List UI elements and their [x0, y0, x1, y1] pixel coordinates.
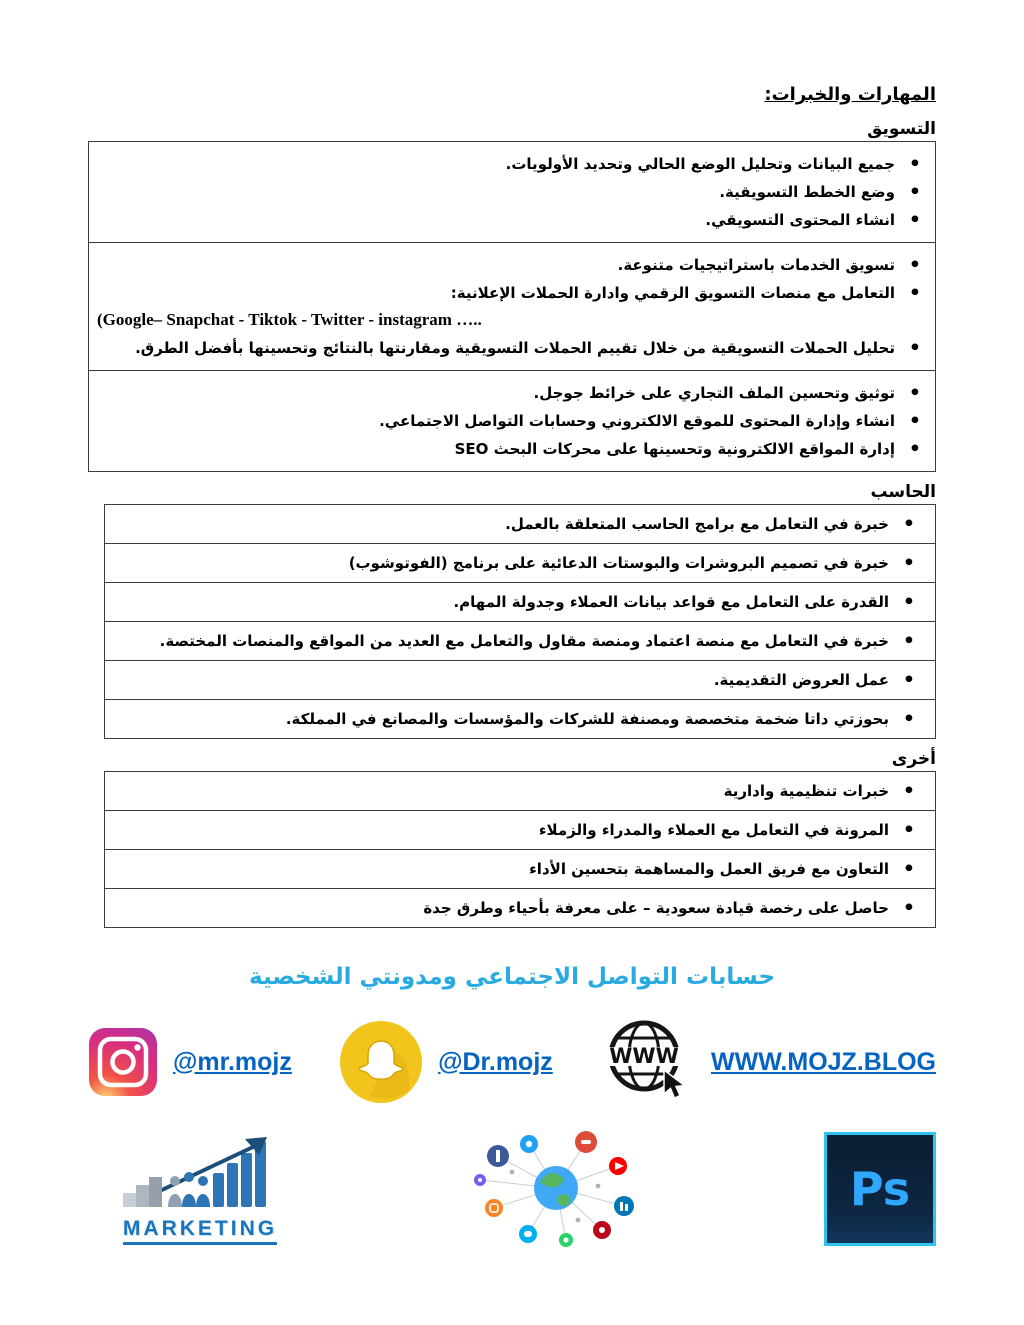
- instagram-account: [88, 1027, 292, 1097]
- skill-item: [111, 858, 929, 880]
- section-label-other: أخرى: [891, 749, 936, 769]
- skill-item: [89, 153, 935, 175]
- page-title: المهارات والخبرات:: [764, 84, 936, 105]
- marketing-chart-icon: [117, 1133, 283, 1213]
- skill-item: [89, 254, 935, 276]
- social-heading: حسابات التواصل الاجتماعي ومدونتي الشخصية: [249, 964, 775, 990]
- skill-item: [111, 591, 929, 613]
- skill-text: • القدرة على التعامل مع قواعد بيانات العملاء وجدولة المهام.: [453, 593, 889, 611]
- www-globe-icon: [600, 1018, 696, 1106]
- social-accounts-row: [88, 1018, 936, 1106]
- skill-item: [111, 819, 929, 841]
- table-row: [105, 543, 935, 582]
- marketing-logo: [112, 1133, 288, 1245]
- table-row: [105, 505, 935, 543]
- table-row: [105, 660, 935, 699]
- skill-item: [111, 630, 929, 652]
- table-row: [89, 142, 935, 242]
- instagram-icon: [88, 1027, 158, 1097]
- other-skills-table: [104, 771, 936, 928]
- skill-text: • خبرات تنظيمية وادارية: [723, 782, 889, 800]
- section-label-marketing: التسويق: [867, 119, 936, 139]
- footer-logos: [88, 1128, 936, 1250]
- skill-text: • عمل العروض التقديمية.: [713, 671, 889, 689]
- blog-account: [600, 1018, 936, 1106]
- skill-text: • توثيق وتحسين الملف التجاري على خرائط جوجل.: [533, 384, 895, 402]
- skill-item: [111, 708, 929, 730]
- snapchat-account: [339, 1020, 553, 1104]
- skill-text: • وضع الخطط التسويقية.: [719, 183, 895, 201]
- skill-item: [111, 780, 929, 802]
- skill-text: • إدارة المواقع الالكترونية وتحسينها على محركات البحث SEO: [454, 440, 895, 458]
- table-row: [105, 772, 935, 810]
- table-row: [105, 849, 935, 888]
- skill-item: [89, 209, 935, 231]
- www-icon-label: WWW: [609, 1044, 679, 1068]
- snapchat-icon: [339, 1020, 423, 1104]
- instagram-handle-link[interactable]: @mr.mojz: [173, 1047, 292, 1076]
- photoshop-logo: [824, 1132, 936, 1246]
- table-row: [89, 370, 935, 471]
- skill-text: • انشاء وإدارة المحتوى للموقع الالكتروني وحسابات التواصل الاجتماعي.: [379, 412, 895, 430]
- skill-text: • تسويق الخدمات باستراتيجيات متنوعة.: [617, 256, 895, 274]
- table-row: [105, 810, 935, 849]
- table-row: [105, 582, 935, 621]
- skill-item: [89, 438, 935, 460]
- snapchat-handle-link[interactable]: @Dr.mojz: [438, 1047, 553, 1076]
- skill-text: • بحوزتي داتا ضخمة متخصصة ومصنفة للشركات والمؤسسات والمصانع في المملكة.: [285, 710, 889, 728]
- photoshop-logo-text: Ps: [849, 1162, 911, 1216]
- skill-item: [89, 382, 935, 404]
- computer-skills-table: [104, 504, 936, 739]
- skill-item: [89, 410, 935, 432]
- skill-text: • خبرة في تصميم البروشرات والبوستات الدعائية على برنامج (الفوتوشوب): [348, 554, 889, 572]
- table-row: [89, 242, 935, 370]
- skill-item: [111, 669, 929, 691]
- skill-text: • المرونة في التعامل مع العملاء والمدراء والزملاء: [538, 821, 889, 839]
- blog-url-link[interactable]: WWW.MOJZ.BLOG: [711, 1047, 936, 1076]
- skill-text: • حاصل على رخصة قيادة سعودية – على معرفة بأحياء وطرق جدة: [423, 899, 889, 917]
- skill-item: [111, 897, 929, 919]
- skill-item: [89, 181, 935, 203]
- table-row: [105, 888, 935, 927]
- skill-text: • تحليل الحملات التسويقية من خلال تقييم الحملات التسويقية ومقارنتها بالنتائج وتحسينها بأفضل الطرق.: [135, 339, 895, 357]
- skill-item: [111, 552, 929, 574]
- skill-text: • جميع البيانات وتحليل الوضع الحالي وتحديد الأولويات.: [505, 155, 895, 173]
- skill-text: • التعامل مع منصات التسويق الرقمي وادارة الحملات الإعلانية:: [450, 284, 895, 302]
- table-row: [105, 699, 935, 738]
- skill-text: • خبرة في التعامل مع منصة اعتماد ومنصة مقاول والتعامل مع العديد من المواقع والمنصات المختصة.: [159, 632, 889, 650]
- section-label-computer: الحاسب: [870, 482, 936, 502]
- table-row: [105, 621, 935, 660]
- skill-item: [89, 337, 935, 359]
- marketing-logo-text: MARKETING: [123, 1217, 277, 1245]
- skill-text: • خبرة في التعامل مع برامج الحاسب المتعلقة بالعمل.: [505, 515, 889, 533]
- marketing-skills-table: [88, 141, 936, 472]
- skill-text: • انشاء المحتوى التسويقي.: [705, 211, 895, 229]
- skill-text: • التعاون مع فريق العمل والمساهمة بتحسين الأداء: [529, 860, 889, 878]
- social-media-collage-icon: [466, 1128, 646, 1250]
- skill-item: [111, 513, 929, 535]
- skill-item: [89, 282, 935, 304]
- skill-text-platform-list: (Google– Snapchat - Tiktok - Twitter - instagram …..: [97, 310, 482, 329]
